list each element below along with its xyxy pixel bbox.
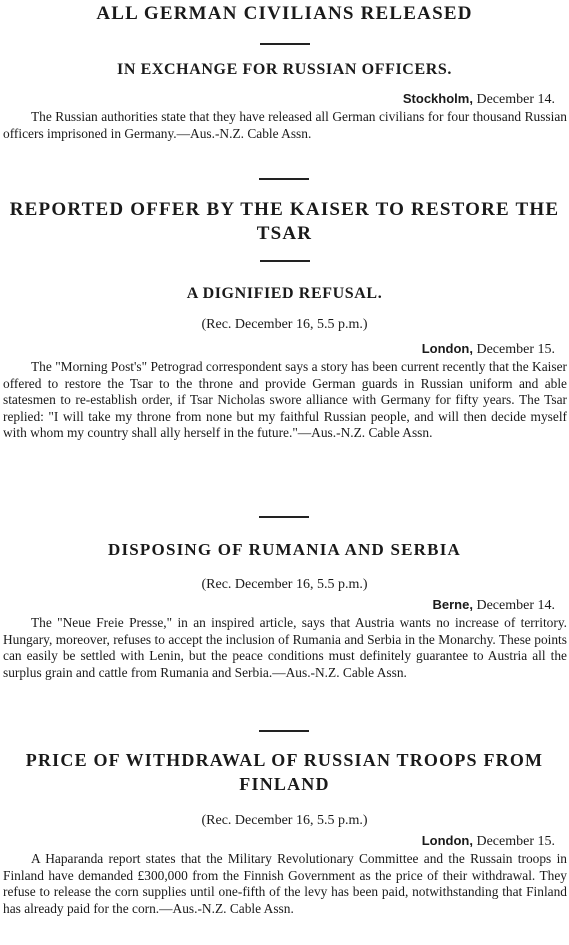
dateline-date: December 15. xyxy=(476,834,555,849)
dateline-date: December 15. xyxy=(476,342,555,357)
subheadline: A DIGNIFIED REFUSAL. xyxy=(186,285,383,302)
headline: DISPOSING OF RUMANIA AND SERBIA xyxy=(107,540,461,559)
dateline-date: December 14. xyxy=(476,92,555,107)
article-german-civilians xyxy=(0,2,569,142)
dateline-date: December 14. xyxy=(476,598,555,613)
article-body: A Haparanda report states that the Military Revolutionary Committee and the Russain troops in Finland have demanded £300,000 from the Finnish Government as the price of their withdrawal. They refuse to release the corn supplies until one-fifth of the levy has been paid, notwithstanding that Finland has already paid for the corn.—Aus.-N.Z. Cable Assn. xyxy=(3,851,567,916)
headline: PRICE OF WITHDRAWAL OF RUSSIAN TROOPS FROM FINLAND xyxy=(25,750,544,794)
dateline-place: Berne, xyxy=(432,597,473,612)
headline: REPORTED OFFER BY THE KAISER TO RESTORE THE TSAR xyxy=(9,199,560,244)
received-time: (Rec. December 16, 5.5 p.m.) xyxy=(201,813,368,828)
dateline-place: London, xyxy=(421,341,473,356)
subheadline: IN EXCHANGE FOR RUSSIAN OFFICERS. xyxy=(117,61,452,78)
dateline-place: London, xyxy=(421,833,473,848)
dateline xyxy=(0,90,569,109)
divider-rule xyxy=(260,260,310,262)
divider-rule xyxy=(259,178,309,180)
article-rumania-serbia xyxy=(0,538,569,681)
article-finland-troops xyxy=(0,748,569,917)
divider-rule xyxy=(260,43,310,45)
dateline xyxy=(0,832,569,851)
received-time: (Rec. December 16, 5.5 p.m.) xyxy=(201,317,368,332)
article-body: The "Neue Freie Presse," in an inspired article, says that Austria wants no increase of territory. Hungary, moreover, refuses to accept the inclusion of Rumania and Serbia in the Monarchy. These points can easily be settled with Lenin, but the peace conditions must definitely guarantee to Austria all the surplus grain and cattle from Rumania and Serbia.—Aus.-N.Z. Cable Assn. xyxy=(3,615,567,680)
divider-rule xyxy=(259,730,309,732)
dateline xyxy=(0,596,569,615)
article-body: The "Morning Post's" Petrograd correspondent says a story has been current recently that the Kaiser offered to restore the Tsar to the throne and provide German guards in Russian uniform and able statesmen to re-establish order, if Tsar Nicholas swore alliance with Germany for fifty years. The Tsar replied: "I will take my throne from none but my faithful Russian people, and will then decide myself with whom my country shall ally herself in the future."—Aus.-N.Z. Cable Assn. xyxy=(3,359,567,441)
divider-rule xyxy=(259,516,309,518)
headline: ALL GERMAN CIVILIANS RELEASED xyxy=(96,3,473,24)
article-body: The Russian authorities state that they have released all German civilians for four thousand Russian officers imprisoned in Germany.—Aus.-N.Z. Cable Assn. xyxy=(3,109,567,141)
dateline xyxy=(0,340,569,359)
article-kaiser-tsar xyxy=(0,198,569,442)
dateline-place: Stockholm, xyxy=(402,91,473,106)
received-time: (Rec. December 16, 5.5 p.m.) xyxy=(201,577,368,592)
